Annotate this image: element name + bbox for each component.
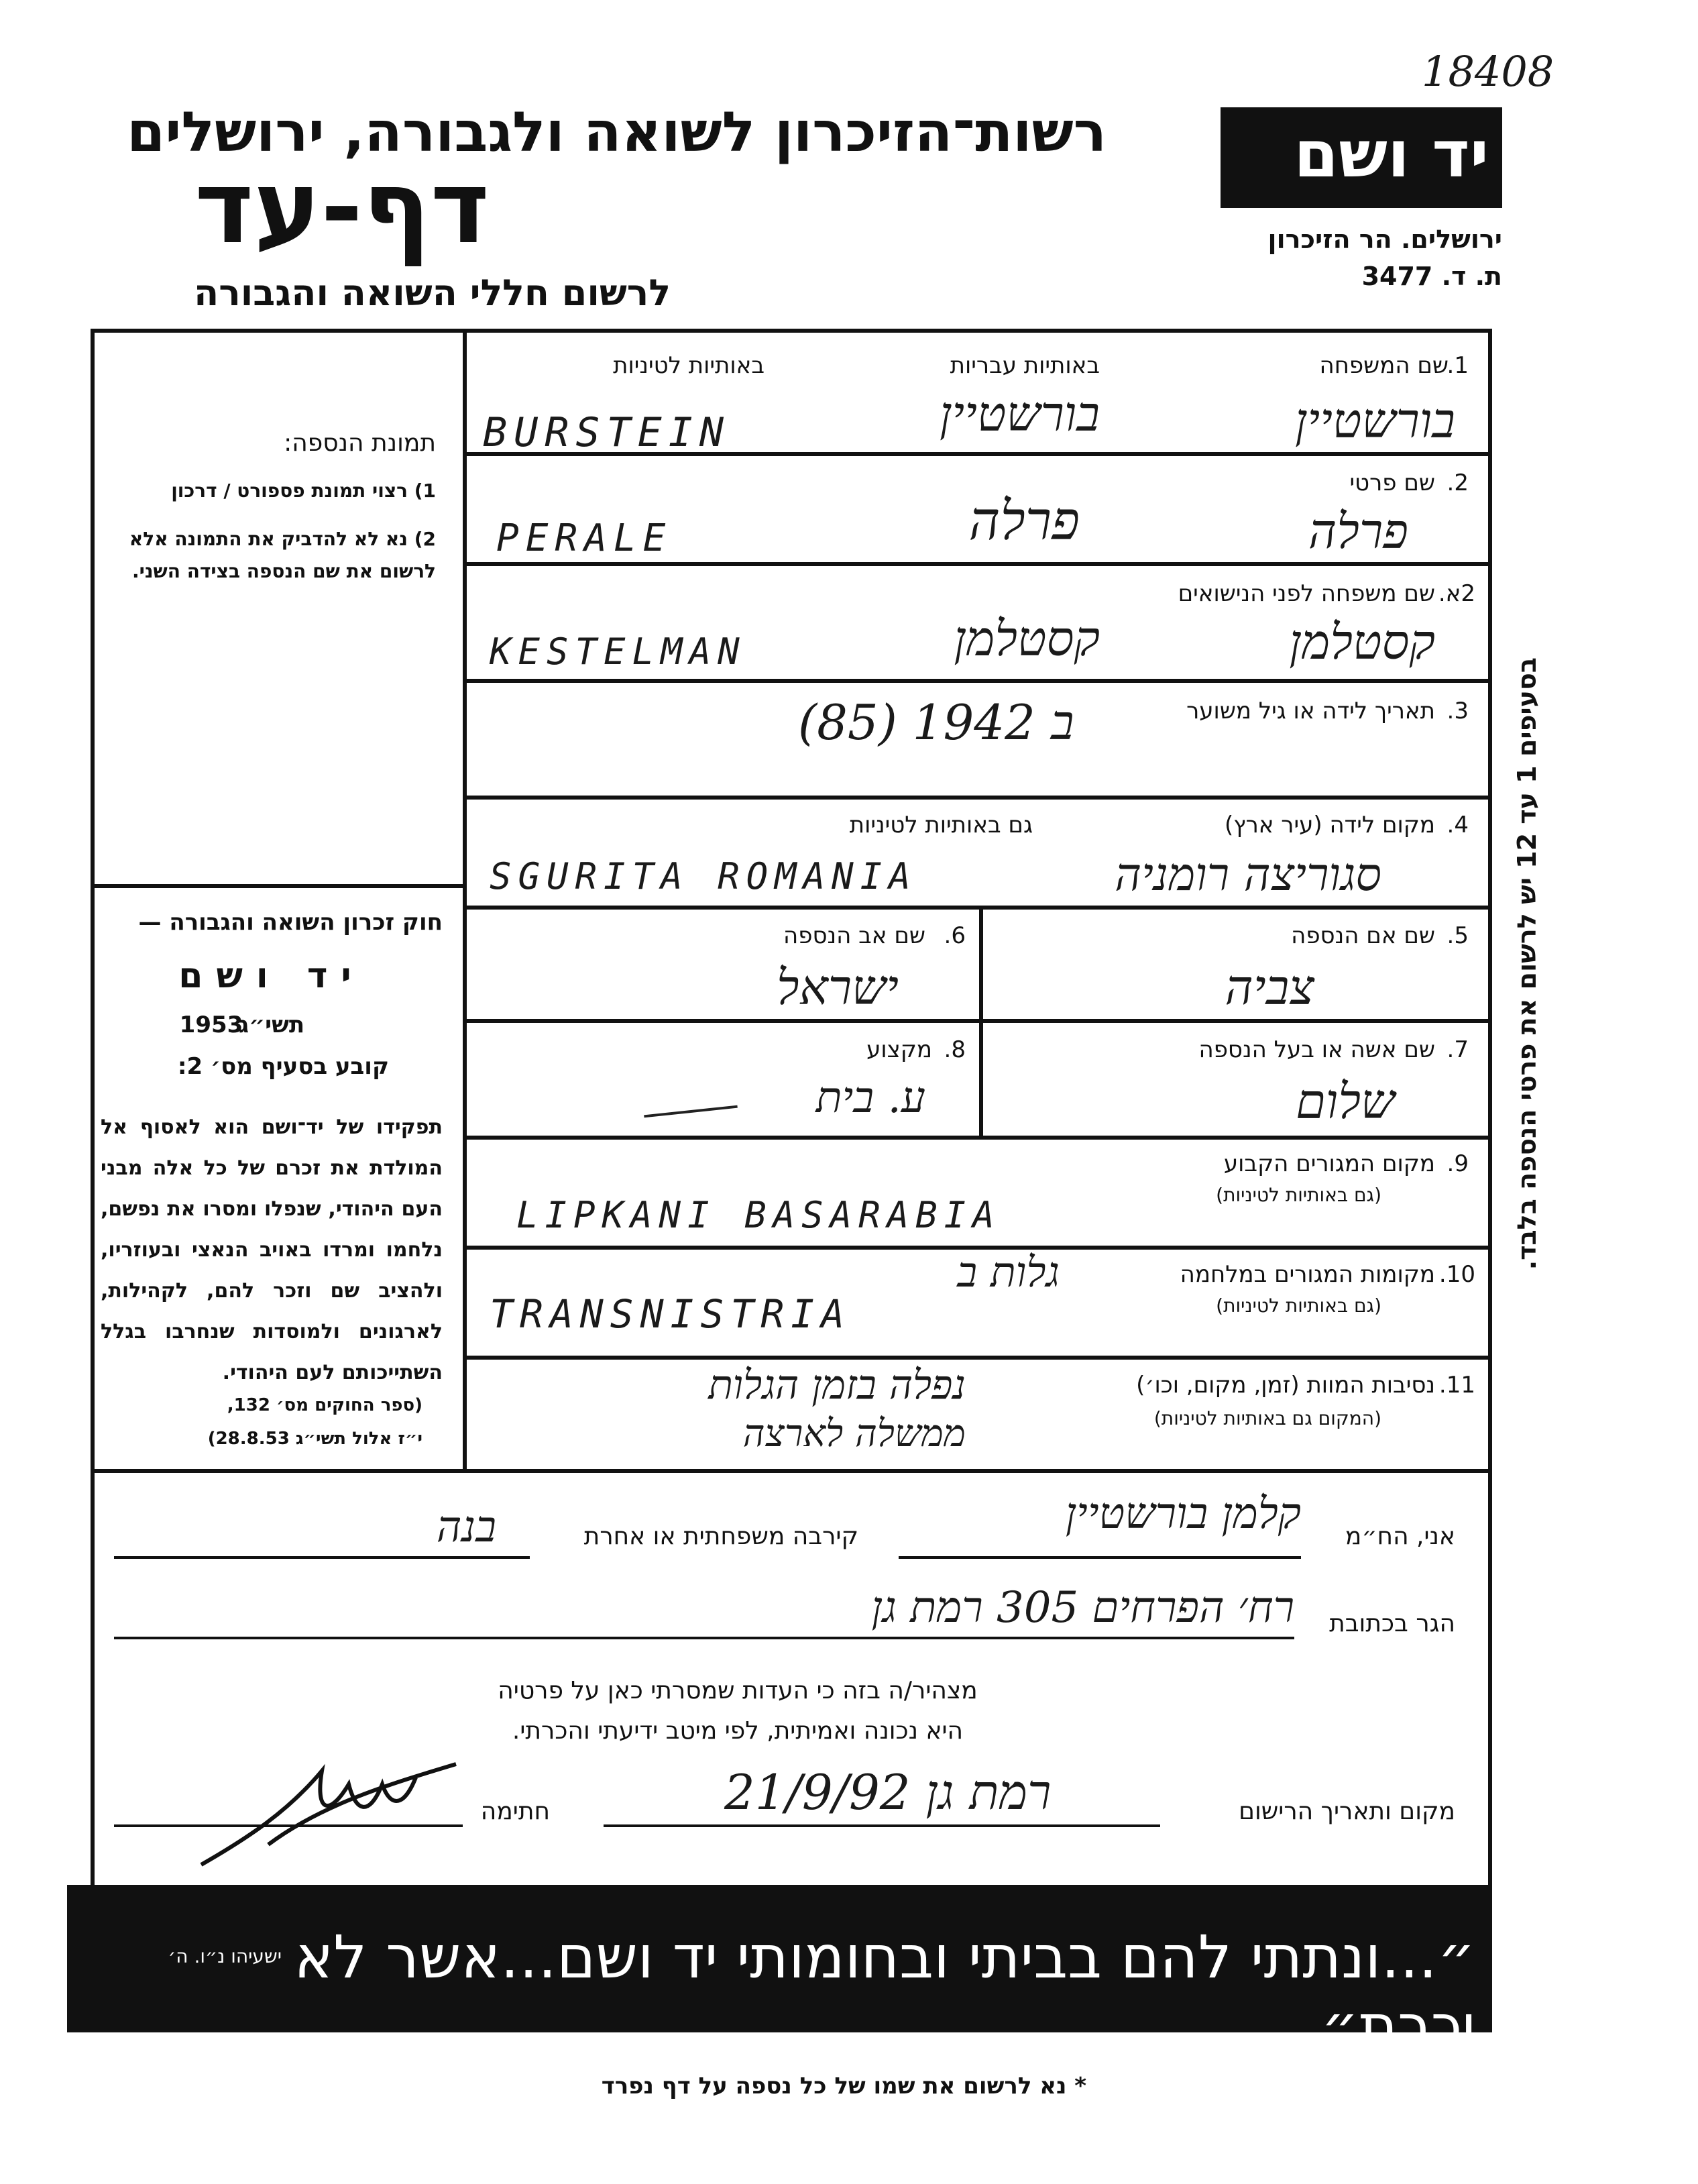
field-6-label: שם אב הנספה xyxy=(783,922,925,949)
field-11-sublabel: (המקום גם באותיות לטיניות) xyxy=(1153,1407,1381,1429)
field-3-num: 3. xyxy=(1447,698,1469,724)
address-line: ירושלים. הר הזיכרון xyxy=(1267,225,1502,254)
field-6-hand: ישראל xyxy=(776,959,899,1016)
law-year: 1953 xyxy=(179,1012,243,1038)
place-date-value: רמת גן 21/9/92 xyxy=(724,1764,1052,1820)
field-1-hand-2: ב​ורשטיין xyxy=(939,386,1100,442)
statement-line-2: היא נכונה ואמיתית, לפי מיטב ידיעתי והכרתי. xyxy=(512,1717,964,1745)
field-10-sublabel: (גם באותיות לטיניות) xyxy=(1216,1295,1381,1317)
field-5-num: 5. xyxy=(1447,922,1469,949)
declaration-separator xyxy=(91,1469,1492,1473)
field-9-sublabel: (גם באותיות לטיניות) xyxy=(1216,1184,1381,1206)
field-11-hand-2: ממשלה לארצה xyxy=(742,1412,966,1456)
yad-vashem-logo xyxy=(1221,107,1502,208)
photo-note-2: 2) נא לא להדביק את התמונה אלא לרשום את שם הנספה בצידה השני. xyxy=(129,528,436,582)
declarant-line xyxy=(899,1556,1301,1559)
field-2a-hand-1: קסטלמן xyxy=(1289,614,1435,670)
field-1-label: שם המשפחה xyxy=(1319,352,1449,379)
field-4-sublabel: גם באותיות לטיניות xyxy=(849,812,1033,838)
footer-note: * נא לרשום את שמו של כל נספה על דף נפרד xyxy=(601,2073,1086,2099)
signature xyxy=(188,1757,469,1871)
field-1-latin: BURSTEIN xyxy=(483,409,730,456)
field-1-col-latin: באותיות לטיניות xyxy=(613,352,765,379)
field-8-num: 8. xyxy=(944,1036,966,1063)
field-9-num: 9. xyxy=(1447,1150,1469,1177)
photo-note-1: 1) רצוי תמונת פספורט / דרכון xyxy=(171,480,436,502)
photo-title: תמונת הנספה: xyxy=(284,429,436,457)
field-10-latin: TRANSNISTRIA xyxy=(490,1291,852,1337)
banner-source: ישעיהו נ״ו. ה׳ xyxy=(168,1945,282,1967)
declarant-name: קלמן בורשטיין xyxy=(1065,1489,1301,1539)
field-10-label: מקומות המגורים במלחמה xyxy=(1180,1261,1435,1288)
quote-banner xyxy=(67,1885,1492,2061)
law-text: תפקידו של יד־ושם הוא לאסוף אל המולדת את זכרם של כל אלה מבני העם היהודי, שנפלו ומסרו את נפשם, נלחמו ומרדו באויב הנאצי ובעוזריו, ולהציב שם וזכר להם, לקהילות, לארגונים ולמוסדות שנחרבו בגלל השתייכותם לעם היהודי. xyxy=(101,1115,443,1384)
law-ref-1: (ספר החוקים מס׳ 132, xyxy=(227,1395,422,1415)
field-4-num: 4. xyxy=(1447,812,1469,838)
address-label: הגר בכתובת xyxy=(1329,1610,1455,1637)
field-8-label: מקצוע xyxy=(866,1036,932,1063)
law-name: יד ושם xyxy=(178,956,365,996)
page-title: דף-עד xyxy=(194,150,490,266)
place-date-line xyxy=(604,1824,1160,1827)
po-box: ת. ד. 3477 xyxy=(1361,262,1502,291)
field-9-label: מקום המגורים הקבוע xyxy=(1223,1150,1435,1177)
field-11-num: 11. xyxy=(1438,1372,1475,1399)
field-5-hand: צביה xyxy=(1225,959,1314,1016)
field-11-hand-1: נפלה בזמן הגלות xyxy=(708,1362,966,1409)
law-ref-2: י״ז אלול תשי״ג 28.8.53) xyxy=(207,1429,422,1449)
field-11-label: נסיבות המוות (זמן, מקום, וכו׳) xyxy=(1136,1372,1435,1399)
field-2-hand-2: פרלה xyxy=(968,490,1080,552)
relation-value: בנה xyxy=(436,1503,496,1552)
field-1-col-hebrew: באותיות עבריות xyxy=(950,352,1100,379)
field-3-value: (85) 1942 ב xyxy=(798,694,1074,751)
address-line-rule xyxy=(114,1637,1294,1639)
field-10-num: 10. xyxy=(1438,1261,1475,1288)
page-subtitle: לרשום חללי השואה והגבורה xyxy=(194,272,671,314)
relation-label: קירבה משפחתית או אחרת xyxy=(583,1523,858,1550)
relation-line xyxy=(114,1556,530,1559)
field-2-latin: PERALE xyxy=(496,516,673,560)
field-10-hand: גלות ב xyxy=(957,1248,1060,1297)
field-2-num: 2. xyxy=(1447,470,1469,496)
banner-quote: ״...ונתתי להם בביתי ובחומותי יד ושם...אשר לא יכרת״ xyxy=(294,1922,1475,2061)
authority-heading: רשות־הזיכרון לשואה ולגבורה, ירושלים xyxy=(127,101,1107,164)
field-4-hand: סגוריצה רומניה xyxy=(1115,849,1381,902)
field-5-label: שם אם הנספה xyxy=(1291,922,1435,949)
file-number: 18408 xyxy=(1422,47,1554,96)
panel-separator xyxy=(91,884,463,888)
field-8-hand: ע. בית xyxy=(815,1073,925,1123)
field-2-hand-1: פרלה xyxy=(1308,503,1408,559)
field-2a-latin: KESTELMAN xyxy=(490,631,746,673)
field-3-label: תאריך לידה או גיל משוער xyxy=(1186,698,1435,724)
field-7-hand: שלום xyxy=(1295,1073,1395,1130)
address-value: רח׳ הפרחים 305 רמת גן xyxy=(871,1583,1294,1633)
signature-label: חתימה xyxy=(480,1798,550,1825)
field-1-num: 1. xyxy=(1447,352,1469,379)
field-2a-label: שם משפחה לפני הנישואים xyxy=(1178,580,1435,607)
field-6-num: 6. xyxy=(944,922,966,949)
field-7-label: שם אשה או בעל הנספה xyxy=(1198,1036,1435,1063)
law-heading: חוק זכרון השואה והגבורה — xyxy=(138,909,443,936)
field-7-num: 7. xyxy=(1447,1036,1469,1063)
law-year-heb: תשי״ג xyxy=(238,1012,305,1038)
declarant-label: אני, הח״מ xyxy=(1345,1523,1455,1550)
field-5-8-divider xyxy=(979,906,983,1140)
place-date-label: מקום ותאריך הרישום xyxy=(1239,1798,1455,1825)
field-2a-num: 2א. xyxy=(1438,580,1475,607)
field-1-hand-1: בורשטיין xyxy=(1294,392,1455,449)
field-4-label: מקום לידה (עיר ארץ) xyxy=(1224,812,1435,838)
field-2-label: שם פרטי xyxy=(1349,470,1435,496)
field-4-latin: SGURITA ROMANIA xyxy=(490,855,917,897)
statement-line-1: מצהיר/ה בזה כי העדות שמסרתי כאן על פרטיה xyxy=(498,1677,978,1704)
logo-text: יד ושם xyxy=(1294,117,1489,192)
field-2a-hand-2: קסטלמן xyxy=(954,610,1100,667)
field-9-latin: LIPKANI BASARABIA xyxy=(516,1194,1001,1236)
side-note: בסעיפים 1 עד 12 יש לרשום את פרטי הנספה בלבד. xyxy=(1512,657,1542,1270)
law-clause: קובע בסעיף מס׳ 2: xyxy=(177,1053,389,1080)
